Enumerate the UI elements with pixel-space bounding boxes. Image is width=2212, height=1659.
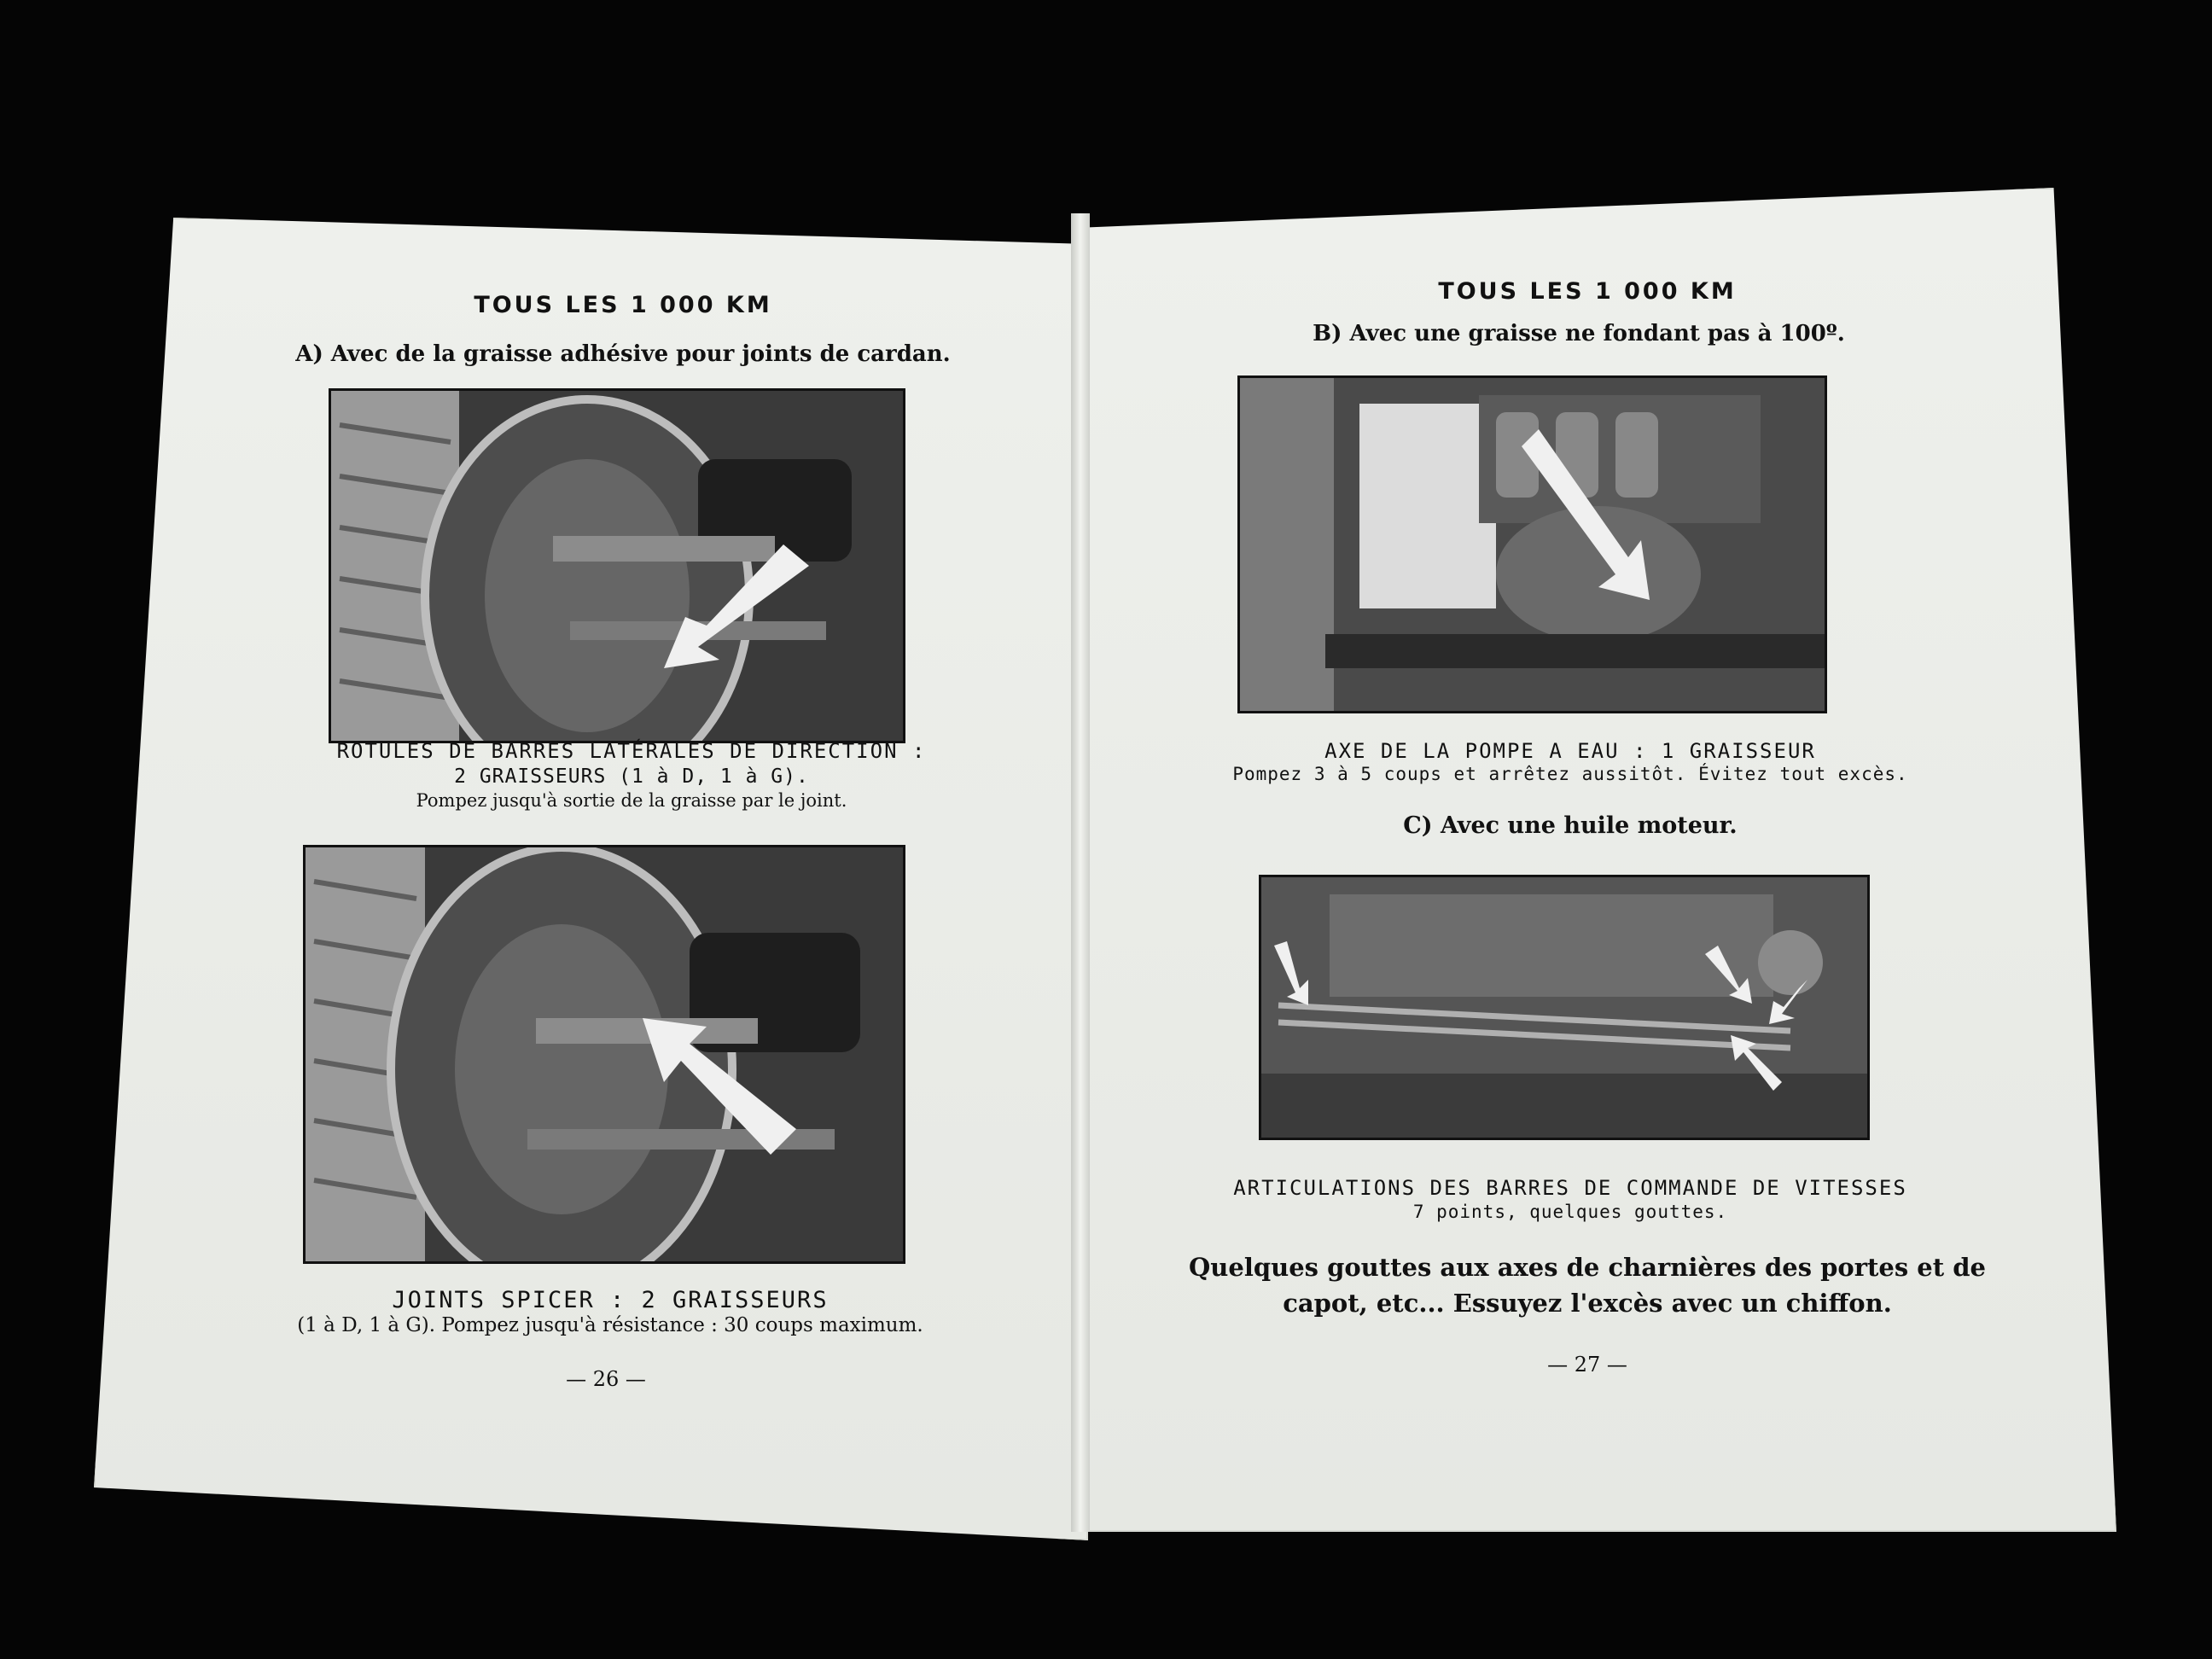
photo-spicer-joints (303, 845, 905, 1264)
booklet-spine (1071, 213, 1090, 1532)
right-note-line2: capot, etc... Essuyez l'excès avec un chiffon. (1283, 1289, 1892, 1318)
left-page-number: — 26 — (566, 1367, 646, 1391)
left-photo1-caption-line2: 2 GRAISSEURS (1 à D, 1 à G). (454, 765, 809, 788)
right-section-c: C) Avec une huile moteur. (1403, 812, 1738, 839)
right-photo2-caption-line1: ARTICULATIONS DES BARRES DE COMMANDE DE VITESSES (1233, 1176, 1907, 1200)
left-photo1-caption-line3: Pompez jusqu'à sortie de la graisse par le joint. (416, 790, 847, 811)
left-heading: TOUS LES 1 000 KM (474, 292, 772, 318)
right-note-line1: Quelques gouttes aux axes de charnières des portes et de (1189, 1253, 1986, 1282)
left-photo2-caption-line1: JOINTS SPICER : 2 GRAISSEURS (392, 1287, 829, 1313)
right-heading: TOUS LES 1 000 KM (1438, 278, 1737, 305)
right-photo1-caption-line1: AXE DE LA POMPE A EAU : 1 GRAISSEUR (1324, 739, 1816, 763)
left-photo2-caption-line2: (1 à D, 1 à G). Pompez jusqu'à résistance : 30 coups maximum. (297, 1314, 923, 1336)
left-photo1-caption-line1: ROTULES DE BARRES LATÉRALES DE DIRECTION : (336, 739, 927, 763)
right-subheading: B) Avec une graisse ne fondant pas à 100º. (1313, 321, 1845, 346)
photo-gear-rods (1259, 875, 1870, 1140)
right-photo2-caption-line2: 7 points, quelques gouttes. (1412, 1202, 1728, 1222)
photo-water-pump (1237, 375, 1827, 713)
right-page-number: — 27 — (1547, 1353, 1627, 1377)
left-subheading: A) Avec de la graisse adhésive pour joints de cardan. (295, 341, 951, 367)
right-photo1-caption-line2: Pompez 3 à 5 coups et arrêtez aussitôt. Évitez tout excès. (1232, 764, 1908, 784)
photo-steering-ball-joints (329, 388, 905, 743)
